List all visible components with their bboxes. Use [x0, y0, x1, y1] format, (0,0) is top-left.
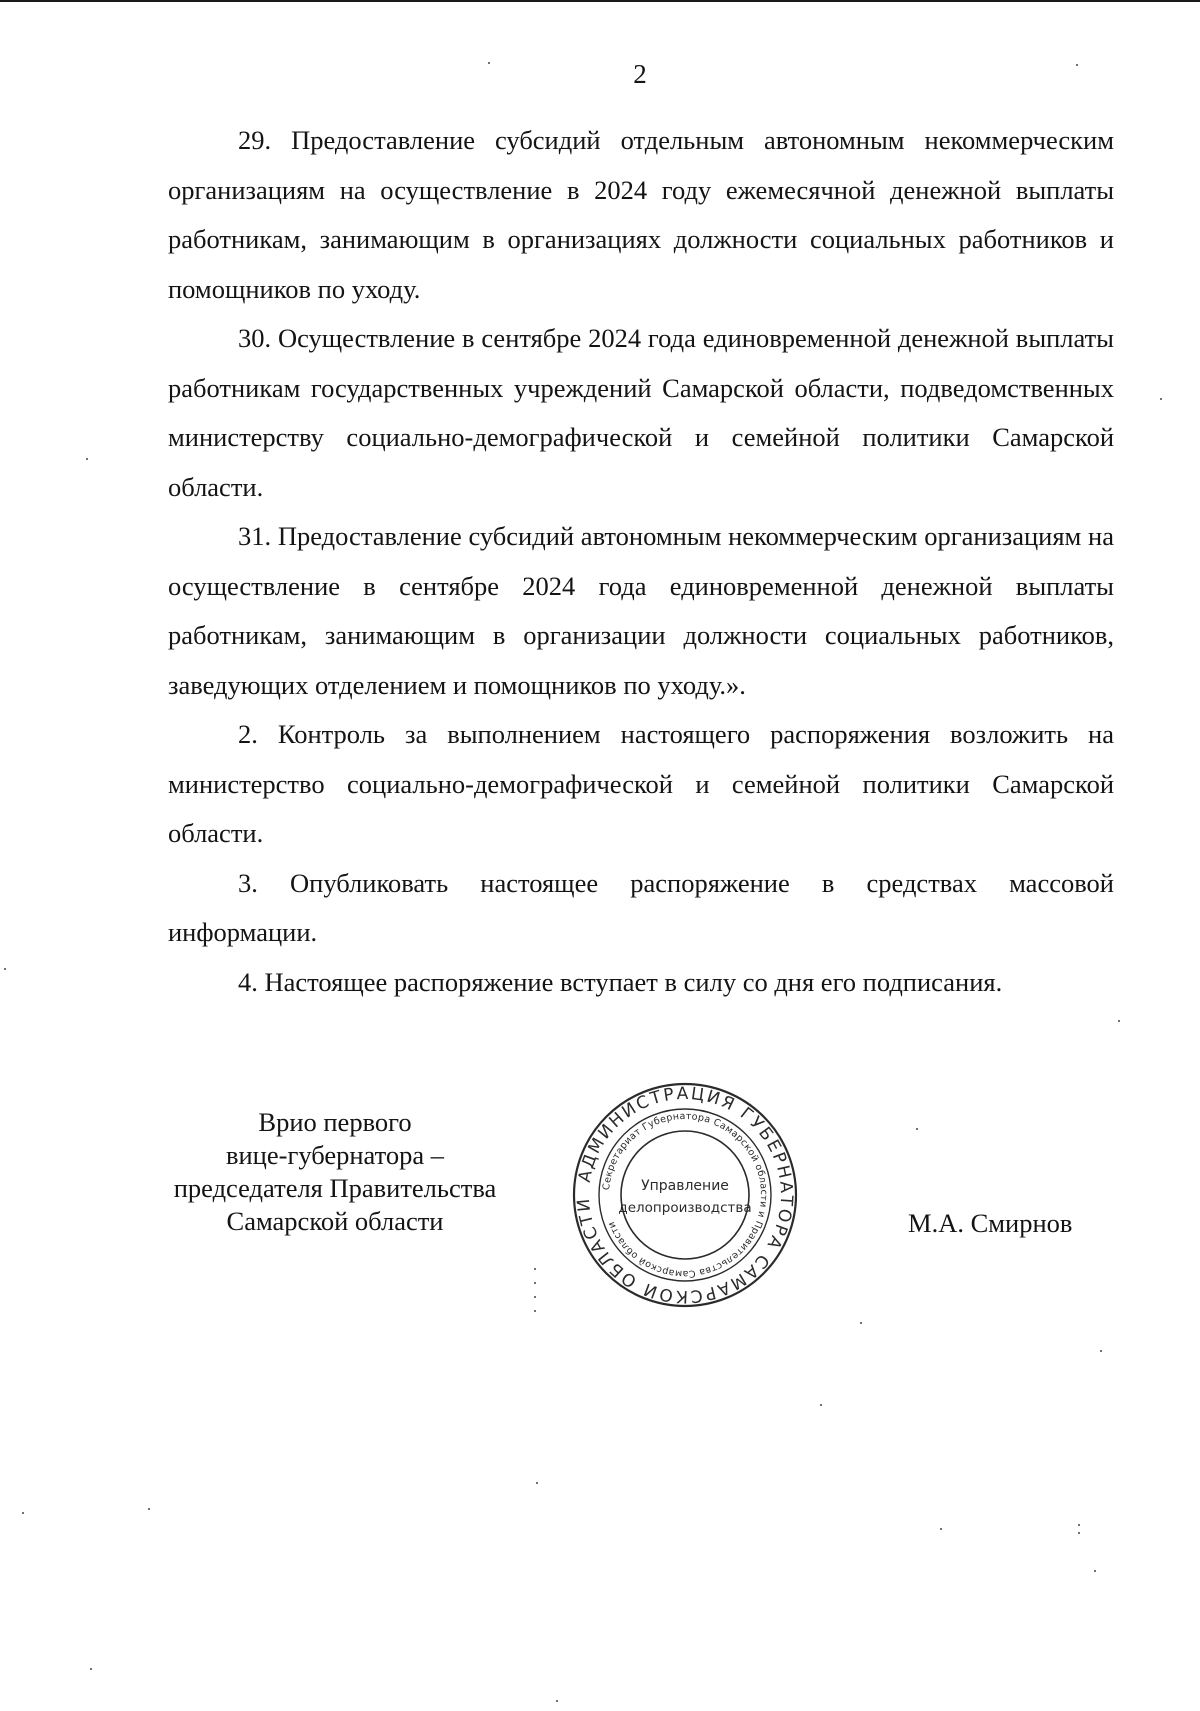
scan-speck — [148, 1508, 150, 1510]
paragraph-item-29: 29. Предоставление субсидий отдельным автономным некоммерческим организациям на осуществление в 2024 году ежемесячной денежной выплаты работникам, занимающим в организациях должности социальных работников и помощников по уходу. — [168, 125, 1114, 304]
scan-speck — [534, 1310, 536, 1312]
official-seal-stamp — [570, 1080, 800, 1310]
page-top-border — [0, 0, 1200, 2]
scan-speck — [1078, 1524, 1080, 1526]
scan-speck — [1078, 1532, 1080, 1534]
signatory-position-line: вице-губернатора – — [225, 1140, 444, 1170]
scan-speck — [534, 1296, 536, 1298]
scan-speck — [556, 1700, 558, 1702]
scan-speck — [536, 1482, 538, 1484]
stamp-outer-text: АДМИНИСТРАЦИЯ ГУБЕРНАТОРА САМАРСКОЙ ОБЛАСТИ — [573, 1083, 797, 1307]
scan-speck — [488, 62, 490, 64]
paragraph-item-31: 31. Предоставление субсидий автономным некоммерческим организациям на осуществление в сентябре 2024 года единовременной денежной выплаты работникам, занимающим в организации должности социальных работников, заведующих отделением и помощников по уходу.». — [168, 521, 1114, 700]
paragraph-publish: 3. Опубликовать настоящее распоряжение в средствах массовой информации. — [168, 867, 1114, 947]
scan-speck — [1076, 64, 1078, 66]
scan-speck — [1100, 1350, 1102, 1352]
document-body — [168, 116, 1114, 1007]
signatory-position-line: Врио первого — [258, 1107, 412, 1137]
signatory-position-line: председателя Правительства — [173, 1173, 497, 1203]
scan-speck — [22, 1512, 24, 1514]
signatory-position-line: Самарской области — [226, 1206, 444, 1236]
scan-speck — [90, 1668, 92, 1670]
signatory-name: М.А. Смирнов — [908, 1208, 1073, 1238]
page-number: 2 — [633, 59, 647, 89]
scan-speck — [534, 1282, 536, 1284]
scan-speck — [940, 1528, 942, 1530]
scan-speck — [916, 1128, 918, 1130]
stamp-middle-ring — [599, 1109, 771, 1281]
scan-speck — [860, 1322, 862, 1324]
scan-speck — [86, 458, 88, 460]
scan-speck — [1118, 1020, 1120, 1022]
stamp-inner-text: Секретариат Губернатора Самарской области и Правительства Самарской области — [601, 1110, 770, 1280]
scan-speck — [1160, 398, 1162, 400]
paragraph-control: 2. Контроль за выполнением настоящего распоряжения возложить на министерство социально-демографической и семейной политики Самарской области. — [168, 719, 1114, 848]
scan-speck — [1094, 1570, 1096, 1572]
paragraph-effective: 4. Настоящее распоряжение вступает в силу со дня его подписания. — [238, 966, 1003, 997]
paragraph-item-30: 30. Осуществление в сентябре 2024 года единовременной денежной выплаты работникам государственных учреждений Самарской области, подведомственных министерству социально-демографической и семейной политики Самарской области. — [168, 323, 1114, 502]
stamp-center-line-1: Управление — [641, 1178, 729, 1194]
scan-speck — [534, 1268, 536, 1270]
stamp-center-line-2: делопроизводства — [618, 1200, 752, 1216]
signatory-position — [150, 1106, 520, 1238]
scan-speck — [4, 968, 6, 970]
stamp-inner-ring — [621, 1131, 749, 1259]
scan-speck — [820, 1404, 822, 1406]
